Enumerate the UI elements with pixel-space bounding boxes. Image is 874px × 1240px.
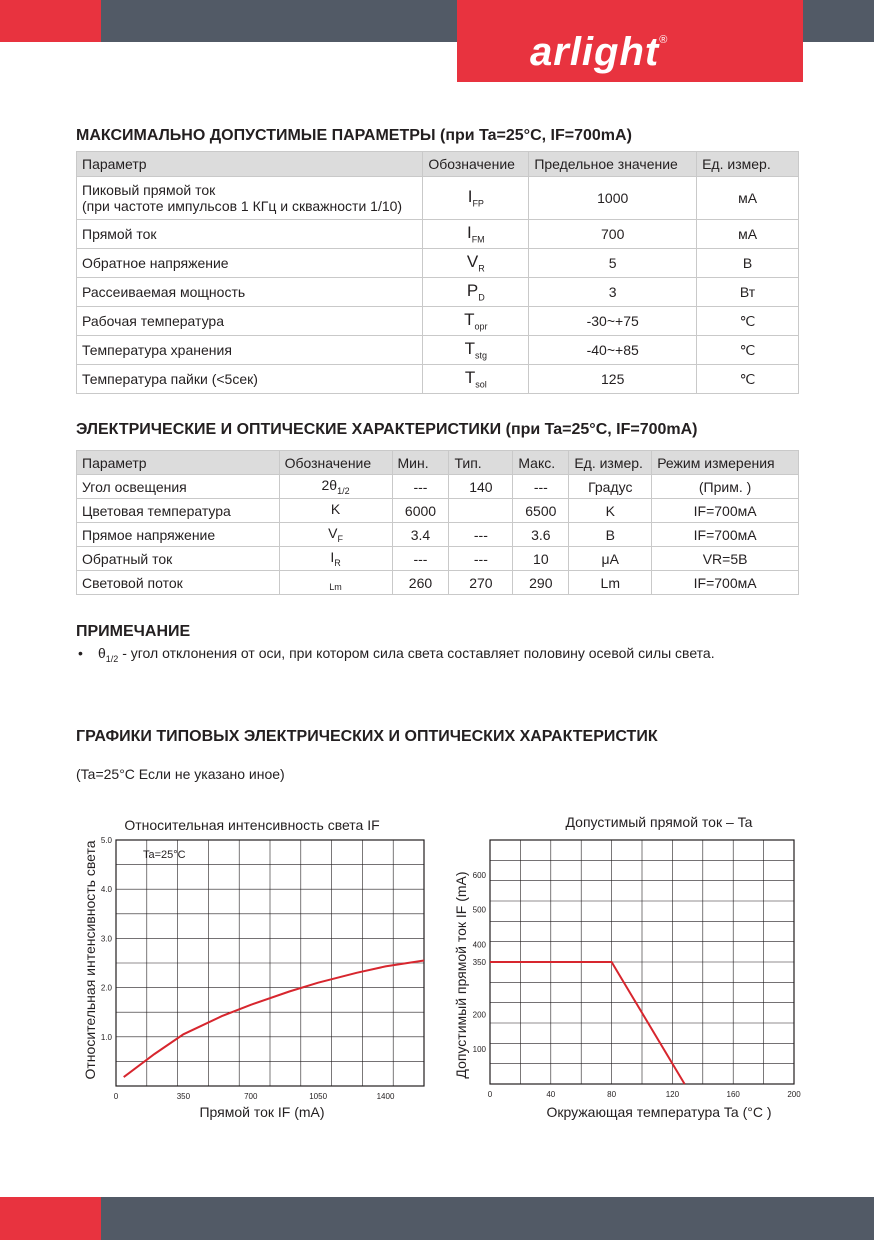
note-symbol-sub: 1/2 — [105, 653, 119, 664]
min-cell: 260 — [392, 571, 449, 595]
col-header-max: Макс. — [513, 451, 569, 475]
unit-cell: мА — [697, 177, 799, 220]
chart-1-y-tick-label: 4.0 — [100, 885, 112, 895]
param-note: (при частоте импульсов 1 КГц и скважности 1/10) — [82, 198, 403, 214]
min-cell: 6000 — [392, 499, 449, 523]
unit-cell: В — [697, 249, 799, 278]
symbol: I — [466, 223, 472, 243]
symbol: K — [330, 501, 341, 518]
max-cell: 3.6 — [513, 523, 569, 547]
chart-1-y-tick-label: 5.0 — [100, 836, 112, 845]
chart-1-title: Относительная интенсивность света IF — [124, 817, 380, 833]
col-header-symbol: Обозначение — [423, 152, 529, 177]
param-cell: Световой поток — [77, 571, 280, 595]
max-cell: 290 — [513, 571, 569, 595]
param-name: Температура хранения — [82, 342, 232, 358]
param-cell: Прямое напряжение — [77, 523, 280, 547]
param-name: Пиковый прямой ток — [82, 182, 216, 198]
symbol-sub: sol — [475, 379, 487, 390]
value-cell: -40~+85 — [529, 336, 697, 365]
symbol-sub: Lm — [329, 581, 342, 592]
value-cell: 5 — [529, 249, 697, 278]
chart-2-y-tick-label: 600 — [472, 870, 486, 880]
symbol: T — [464, 368, 476, 388]
typ-cell: --- — [449, 523, 513, 547]
symbol: P — [466, 281, 479, 301]
param-cell: Угол освещения — [77, 475, 280, 499]
col-header-min: Мин. — [392, 451, 449, 475]
symbol-sub: R — [478, 263, 485, 274]
col-header-mode: Режим измерения — [652, 451, 799, 475]
unit-cell: ℃ — [697, 365, 799, 394]
chart-1-y-tick-label: 1.0 — [100, 1032, 112, 1042]
symbol: 2θ — [321, 477, 338, 494]
graphs-condition: (Ta=25°C Если не указано иное) — [76, 766, 285, 782]
symbol: V — [328, 525, 338, 542]
col-header-symbol: Обозначение — [279, 451, 392, 475]
symbol-sub: F — [337, 533, 343, 544]
min-cell: --- — [392, 475, 449, 499]
chart-2-x-tick-label: 80 — [607, 1090, 617, 1099]
mode-cell: IF=700мА — [652, 523, 799, 547]
max-cell: 6500 — [513, 499, 569, 523]
chart-2-x-tick-label: 40 — [546, 1090, 556, 1099]
symbol-sub: opr — [474, 321, 488, 332]
symbol: T — [464, 339, 476, 359]
param-name: Прямой ток — [82, 226, 157, 242]
chart-2-x-axis-label: Окружающая температура Ta (°C ) — [546, 1104, 772, 1120]
col-header-param: Параметр — [77, 152, 423, 177]
mode-cell: VR=5B — [652, 547, 799, 571]
chart-2-y-tick-label: 200 — [472, 1010, 486, 1020]
chart-1-annotation: Ta=25°C — [143, 849, 186, 861]
chart-1-x-axis-label: Прямой ток IF (mA) — [199, 1104, 325, 1120]
value-cell: 1000 — [529, 177, 697, 220]
chart-2-x-tick-label: 120 — [665, 1090, 680, 1099]
chart-2-y-tick-label: 100 — [472, 1045, 486, 1055]
chart-2-x-tick-label: 200 — [787, 1090, 801, 1099]
elec-params-title: ЭЛЕКТРИЧЕСКИЕ И ОПТИЧЕСКИЕ ХАРАКТЕРИСТИКИ (при Ta=25°C, IF=700mA) — [76, 421, 698, 438]
max-cell: --- — [513, 475, 569, 499]
symbol-sub: D — [478, 292, 485, 303]
typ-cell: 270 — [449, 571, 513, 595]
chart-2-y-tick-label: 400 — [472, 940, 486, 950]
min-cell: --- — [392, 547, 449, 571]
param-cell: Обратный ток — [77, 547, 280, 571]
footer-bar-gray — [101, 1197, 874, 1240]
typ-cell: 140 — [449, 475, 513, 499]
value-cell: -30~+75 — [529, 307, 697, 336]
col-header-unit: Ед. измер. — [569, 451, 652, 475]
mode-cell: (Прим. ) — [652, 475, 799, 499]
value-cell: 3 — [529, 278, 697, 307]
chart-2-x-tick-label: 160 — [726, 1090, 740, 1099]
unit-cell: Градус — [569, 475, 652, 499]
symbol: T — [464, 310, 475, 330]
mode-cell: IF=700мА — [652, 499, 799, 523]
note-title: ПРИМЕЧАНИЕ — [76, 623, 191, 640]
symbol-sub: stg — [475, 350, 488, 361]
param-name: Рассеиваемая мощность — [82, 284, 246, 300]
unit-cell: K — [569, 499, 652, 523]
param-cell: Цветовая температура — [77, 499, 280, 523]
chart-1-y-axis-label: Относительная интенсивность света — [82, 840, 98, 1080]
unit-cell: Lm — [569, 571, 652, 595]
max-params-title: МАКСИМАЛЬНО ДОПУСТИМЫЕ ПАРАМЕТРЫ (при Ta=25°C, IF=700mA) — [76, 127, 632, 144]
chart-1-y-tick-label: 2.0 — [100, 983, 112, 993]
typ-cell: --- — [449, 547, 513, 571]
symbol-sub: 1/2 — [337, 485, 350, 496]
unit-cell: мА — [697, 220, 799, 249]
unit-cell: ℃ — [697, 336, 799, 365]
footer-bar-red — [0, 1197, 101, 1240]
chart-2-x-tick-label: 0 — [487, 1090, 493, 1099]
value-cell: 700 — [529, 220, 697, 249]
chart-1-x-tick-label: 700 — [244, 1092, 258, 1101]
col-header-limit: Предельное значение — [529, 152, 697, 177]
col-header-typ: Тип. — [449, 451, 513, 475]
symbol-sub: FM — [471, 234, 485, 245]
mode-cell: IF=700мА — [652, 571, 799, 595]
max-cell: 10 — [513, 547, 569, 571]
param-name: Рабочая температура — [82, 313, 224, 329]
col-header-unit: Ед. измер. — [697, 152, 799, 177]
symbol-sub: FP — [472, 198, 484, 209]
value-cell: 125 — [529, 365, 697, 394]
note-text: - угол отклонения от оси, при котором сила света составляет половину осевой силы света. — [118, 645, 715, 661]
symbol: V — [466, 252, 479, 272]
col-header-param: Параметр — [77, 451, 280, 475]
unit-cell: μA — [569, 547, 652, 571]
chart-2-y-axis-label: Допустимый прямой ток IF (mA) — [453, 871, 469, 1079]
unit-cell: ℃ — [697, 307, 799, 336]
graphs-title: ГРАФИКИ ТИПОВЫХ ЭЛЕКТРИЧЕСКИХ И ОПТИЧЕСКИХ ХАРАКТЕРИСТИК — [76, 728, 658, 745]
unit-cell: Вт — [697, 278, 799, 307]
chart-1-x-tick-label: 0 — [113, 1092, 119, 1101]
note-symbol: θ — [98, 645, 106, 661]
chart-2-title: Допустимый прямой ток – Ta — [565, 814, 753, 830]
symbol-sub: R — [334, 557, 341, 568]
chart-1-x-tick-label: 350 — [176, 1092, 191, 1101]
unit-cell: B — [569, 523, 652, 547]
brand-logo: arlight® — [530, 30, 669, 74]
bullet: • — [78, 645, 83, 661]
chart-2-y-tick-label: 500 — [472, 905, 486, 915]
chart-1-x-tick-label: 1400 — [376, 1092, 395, 1101]
min-cell: 3.4 — [392, 523, 449, 547]
chart-2-y-tick-label: 350 — [472, 958, 486, 967]
chart-1-x-tick-label: 1050 — [309, 1092, 328, 1101]
symbol: I — [467, 187, 473, 207]
param-name: Обратное напряжение — [82, 255, 229, 271]
chart-1-y-tick-label: 3.0 — [100, 934, 112, 944]
symbol: I — [330, 549, 335, 566]
param-name: Температура пайки (<5сек) — [82, 371, 258, 387]
